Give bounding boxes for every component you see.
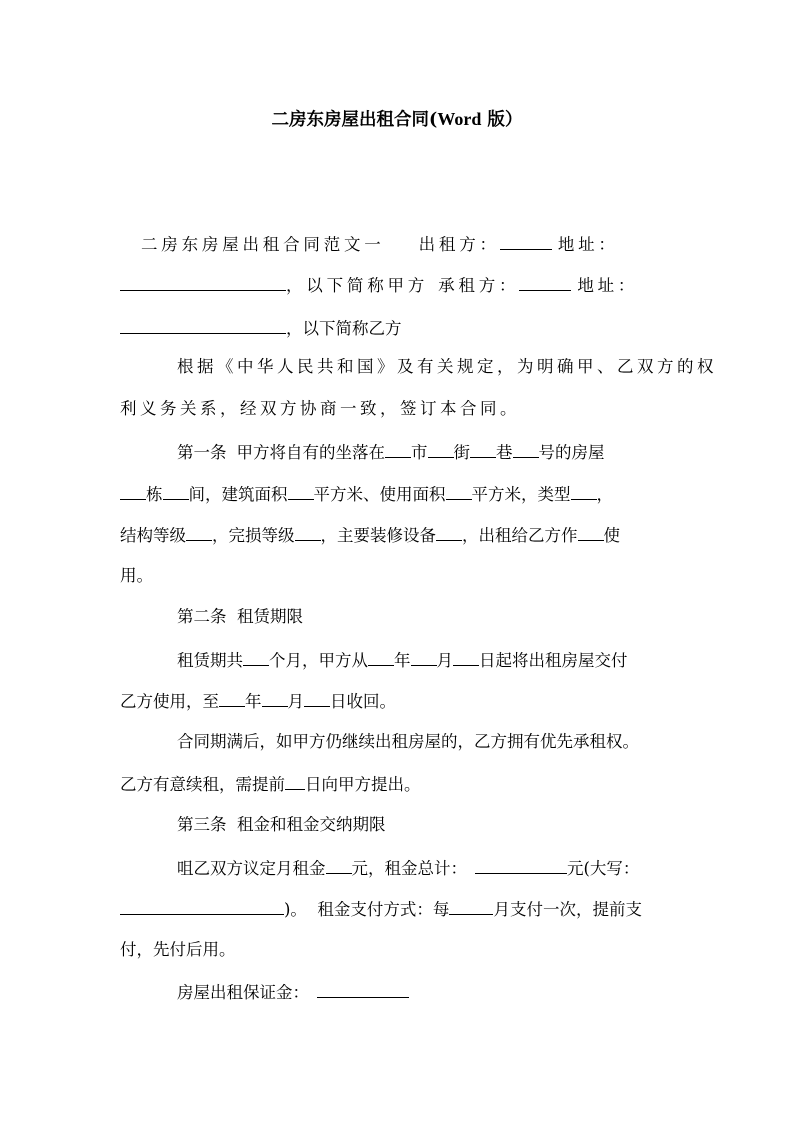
- intro-line-2: 利义务关系，经双方协商一致，签订本合同。: [120, 399, 520, 418]
- deposit-blank: [317, 981, 409, 998]
- lessor-address-blank: [120, 274, 286, 291]
- article3-line-2: )。 租金支付方式：每 月支付一次，提前支: [120, 898, 678, 920]
- article2-line-3: 合同期满后，如甲方仍继续出租房屋的，乙方拥有优先承租权。: [177, 732, 639, 751]
- article2-line-2: 乙方使用，至 年 月 日收回。: [120, 692, 396, 711]
- lessor-name-blank: [500, 233, 552, 250]
- header-line-3: ，以下简称乙方: [120, 317, 402, 339]
- article1-line-2: 栋 间，建筑面积 平方米、使用面积 平方米，类型 ，: [120, 483, 674, 505]
- document-title: 二房东房屋出租合同(Word 版）: [271, 109, 523, 130]
- article3-heading: 第三条 租金和租金交纳期限: [177, 815, 386, 834]
- intro-line-1: 根据《中华人民共和国》及有关规定，为明确甲、乙双方的权: [177, 357, 717, 376]
- article3-line-1: 咀乙双方议定月租金 元，租金总计： 元(大写：: [177, 859, 640, 878]
- header-line-1: 二房东房屋出租合同范文一 出租方： 地址：: [141, 235, 619, 254]
- header-line-2: ，以下简称甲方 承租方： 地址：: [120, 274, 638, 296]
- article1-line-3: 结构等级 ，完损等级 ，主要装修设备 ，出租给乙方作 使: [120, 526, 620, 545]
- article3-line-3: 付，先付后用。: [120, 940, 236, 959]
- lessee-address-blank: [120, 317, 286, 334]
- lessee-name-blank: [519, 274, 571, 291]
- article2-line-1: 租赁期共 个月，甲方从 年 月 日起将出租房屋交付: [177, 651, 628, 670]
- article1-line-4: 用。: [120, 566, 153, 585]
- article2-heading: 第二条 租赁期限: [177, 607, 303, 626]
- article3-line-4: 房屋出租保证金：: [177, 981, 409, 1003]
- article1-line-1: 第一条 甲方将自有的坐落在 市 街 巷 号的房屋: [177, 443, 605, 462]
- article2-line-4: 乙方有意续租，需提前 日向甲方提出。: [120, 775, 421, 794]
